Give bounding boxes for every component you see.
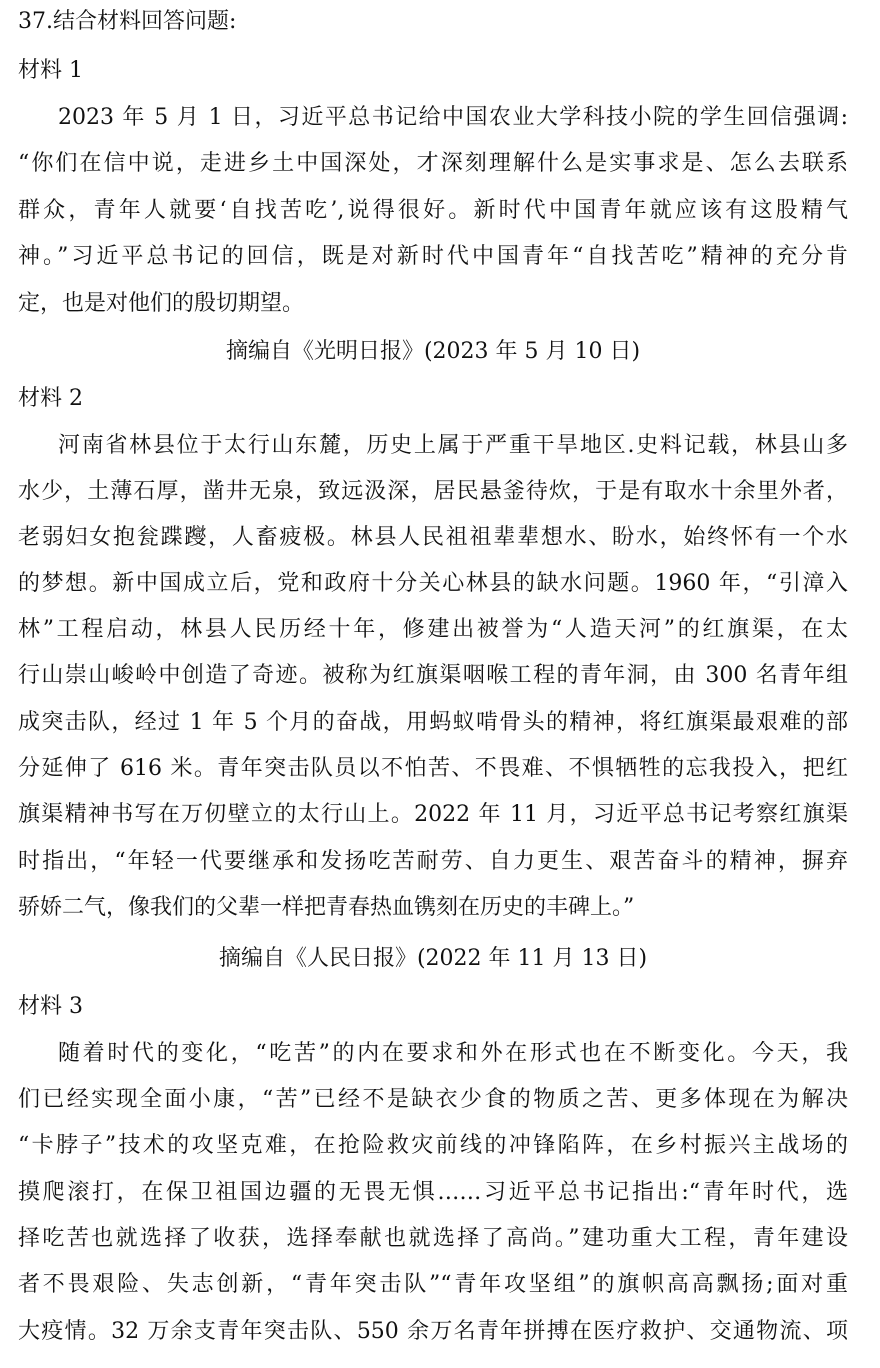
material-3-line: 者不畏艰险、失志创新，“青年突击队”“青年攻坚组”的旗帜高高飘扬;面对重 [18,1272,848,1297]
material-1-line: 定，也是对他们的殷切期望。 [18,291,305,316]
material-3-line: “卡脖子”技术的攻坚克难，在抢险救灾前线的冲锋陷阵，在乡村振兴主战场的 [18,1133,848,1158]
material-1-source: 摘编自《光明日报》(2023 年 5 月 10 日) [225,339,641,364]
material-2-line: 林”工程启动，林县人民历经十年，修建出被誉为“人造天河”的红旗渠，在太 [18,617,848,642]
material-1-line: 神。”习近平总书记的回信，既是对新时代中国青年“自找苦吃”精神的充分肯 [18,244,848,269]
material-1-line: 群众，青年人就要‘自找苦吃’,说得很好。新时代中国青年就应该有这股精气 [18,198,848,223]
material-2-line: 老弱妇女抱瓮蹀躞，人畜疲极。林县人民祖祖辈辈想水、盼水，始终怀有一个水 [18,525,848,550]
material-3-line: 摸爬滚打，在保卫祖国边疆的无畏无惧……习近平总书记指出:“青年时代，选 [18,1180,848,1205]
question-title: 37.结合材料回答问题: [18,9,237,34]
material-2-heading: 材料 2 [18,386,83,411]
material-3-heading: 材料 3 [18,994,83,1019]
material-2-line: 行山崇山峻岭中创造了奇迹。被称为红旗渠咽喉工程的青年洞，由 300 名青年组 [18,663,848,688]
material-2-line: 旗渠精神书写在万仞壁立的太行山上。2022 年 11 月，习近平总书记考察红旗渠 [18,802,848,827]
material-3-line: 择吃苦也就选择了收获，选择奉献也就选择了高尚。”建功重大工程，青年建设 [18,1226,848,1251]
material-2-source: 摘编自《人民日报》(2022 年 11 月 13 日) [218,946,648,971]
material-1-line: “你们在信中说，走进乡土中国深处，才深刻理解什么是实事求是、怎么去联系 [18,151,848,176]
material-1-heading: 材料 1 [18,58,83,83]
material-2-line: 分延伸了 616 米。青年突击队员以不怕苦、不畏难、不惧牺牲的忘我投入，把红 [18,756,848,781]
material-2-line: 河南省林县位于太行山东麓，历史上属于严重干旱地区.史料记载，林县山多 [58,433,848,458]
material-2-line: 骄娇二气，像我们的父辈一样把青春热血镌刻在历史的丰碑上。” [18,895,635,920]
material-1-line: 2023 年 5 月 1 日，习近平总书记给中国农业大学科技小院的学生回信强调: [58,105,848,130]
material-2-line: 时指出，“年轻一代要继承和发扬吃苦耐劳、自力更生、艰苦奋斗的精神，摒弃 [18,849,848,874]
material-3-line: 随着时代的变化，“吃苦”的内在要求和外在形式也在不断变化。今天，我 [58,1041,848,1066]
material-2-line: 的梦想。新中国成立后，党和政府十分关心林县的缺水问题。1960 年，“引漳入 [18,571,848,596]
material-3-line: 们已经实现全面小康，“苦”已经不是缺衣少食的物质之苦、更多体现在为解决 [18,1087,848,1112]
material-2-line: 成突击队，经过 1 年 5 个月的奋战，用蚂蚁啃骨头的精神，将红旗渠最艰难的部 [18,710,848,735]
material-2-line: 水少，土薄石厚，凿井无泉，致远汲深，居民悬釜待炊，于是有取水十余里外者， [18,479,848,504]
material-3-line: 大疫情。32 万余支青年突击队、550 余万名青年拼搏在医疗救护、交通物流、项 [18,1319,848,1344]
